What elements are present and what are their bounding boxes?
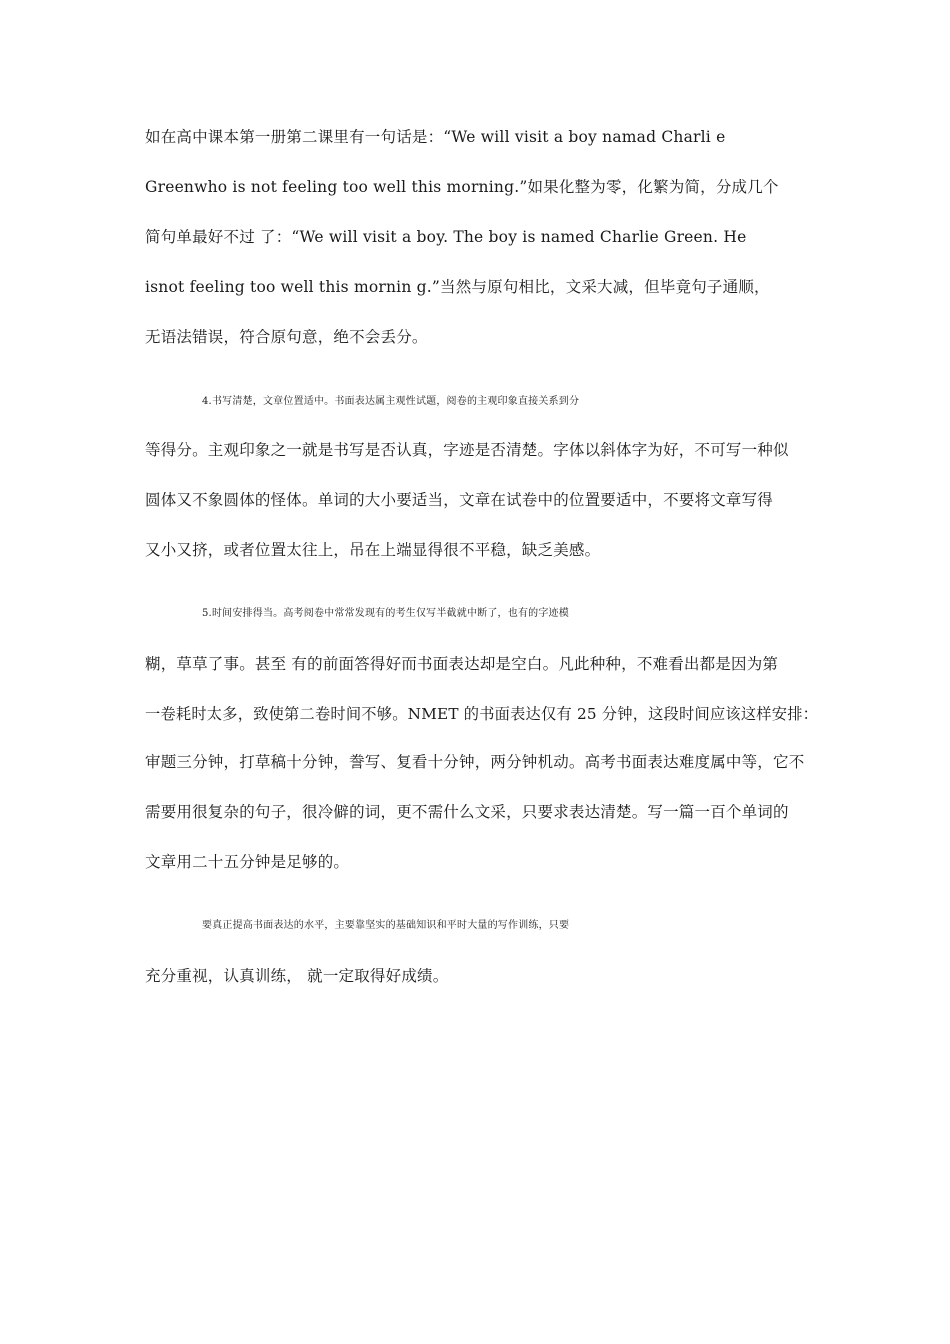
paragraph-2-line-2: 等得分。主观印象之一就是书写是否认真，字迹是否清楚。字体以斜体字为好，不可写一种似	[145, 441, 789, 459]
paragraph-1-line-5: 无语法错误，符合原句意，绝不会丢分。	[145, 328, 428, 346]
paragraph-3-line-5: 需要用很复杂的句子，很冷僻的词，更不需什么文采，只要求表达清楚。写一篇一百个单词的	[145, 803, 789, 821]
paragraph-2-line-4: 又小又挤，或者位置太往上，吊在上端显得很不平稳，缺乏美感。	[145, 541, 601, 559]
paragraph-1-line-2: Greenwho is not feeling too well this morning.”如果化整为零，化繁为简，分成几个	[145, 178, 779, 196]
paragraph-3-line-3: 一卷耗时太多，致使第二卷时间不够。NMET 的书面表达仅有 25 分钟，这段时间应该这样安排：	[145, 705, 819, 723]
paragraph-1-line-1: 如在高中课本第一册第二课里有一句话是：“We will visit a boy namad Charli e	[145, 128, 726, 146]
paragraph-4-line-1: 要真正提高书面表达的水平，主要靠坚实的基础知识和平时大量的写作训练，只要	[202, 920, 570, 931]
paragraph-3-line-6: 文章用二十五分钟是足够的。	[145, 853, 350, 871]
paragraph-1-line-4: isnot feeling too well this mornin g.”当然与原句相比，文采大减，但毕竟句子通顺，	[145, 278, 770, 296]
paragraph-2-line-3: 圆体又不象圆体的怪体。单词的大小要适当，文章在试卷中的位置要适中，不要将文章写得	[145, 491, 774, 509]
paragraph-3-line-1: 5.时间安排得当。高考阅卷中常常发现有的考生仅写半截就中断了，也有的字迹模	[202, 608, 569, 619]
paragraph-2-line-1: 4.书写清楚，文章位置适中。书面表达属主观性试题，阅卷的主观印象直接关系到分	[202, 396, 580, 407]
paragraph-4-line-2: 充分重视，认真训练， 就一定取得好成绩。	[145, 967, 449, 985]
paragraph-3-line-4: 审题三分钟，打草稿十分钟，誊写、复看十分钟，两分钟机动。高考书面表达难度属中等，它不	[145, 753, 805, 771]
paragraph-3-line-2: 糊，草草了事。甚至 有的前面答得好而书面表达却是空白。凡此种种，不难看出都是因为第	[145, 655, 779, 673]
paragraph-1-line-3: 简句单最好不过 了：“We will visit a boy. The boy is named Charlie Green. He	[145, 228, 747, 246]
